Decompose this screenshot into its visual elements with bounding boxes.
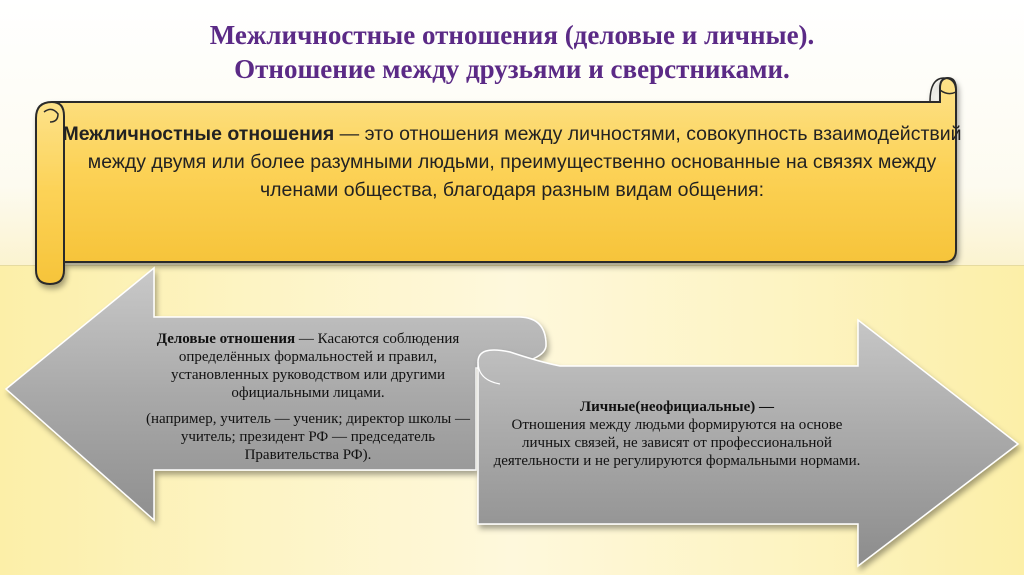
title-line-2: Отношение между друзьями и сверстниками. <box>234 54 790 84</box>
definition-body: — это отношения между личностями, совокупность взаимодействий между двумя или более разумными людьми, преимущественно основанные на связях между членами общества, благодаря разным видам общения: <box>87 123 962 201</box>
personal-term: Личные(неофициальные) — <box>579 399 775 415</box>
personal-definition: Отношения между людьми формируются на основе личных связей, не зависят от профессиональной деятельности и не регулируются формальными нормами. <box>493 417 861 469</box>
definition-term: Межличностные отношения <box>62 123 335 145</box>
business-term: Деловые отношения <box>156 331 296 347</box>
title-line-1: Межличностные отношения (деловые и личные). <box>209 20 815 50</box>
business-relations-text <box>138 330 478 464</box>
personal-relations-text <box>486 398 868 470</box>
definition-text <box>62 120 962 204</box>
business-definition: — Касаются соблюдения определённых формальностей и правил, установленных руководством или другими официальными лицами. <box>170 331 460 401</box>
business-example: (например, учитель — ученик; директор школы — учитель; президент РФ — председатель Правительства РФ). <box>146 411 470 463</box>
